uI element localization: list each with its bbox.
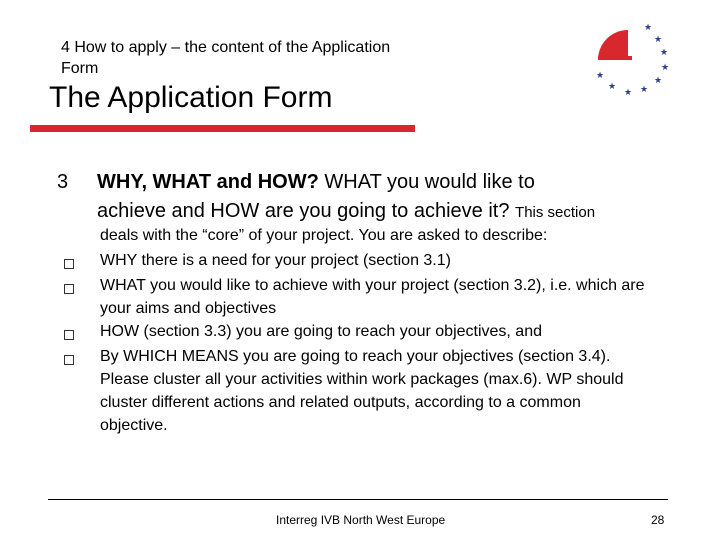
svg-text:★: ★ <box>659 48 669 58</box>
heading-bold-text: WHY, WHAT and HOW? <box>97 171 319 193</box>
list-item-2: WHAT you would like to achieve with your project (section 3.2), i.e. which are your aims and objectives <box>100 277 645 317</box>
interreg-star-logo-icon <box>590 20 670 100</box>
section-number: 3 <box>57 171 69 193</box>
slide-subtitle <box>61 37 531 79</box>
slide-title: The Application Form <box>49 81 333 114</box>
bullet-3-icon <box>64 330 74 340</box>
svg-text:★: ★ <box>660 63 670 73</box>
logo-stars <box>596 23 669 98</box>
list-item-1: WHY there is a need for your project (section 3.1) <box>100 252 451 269</box>
svg-text:★: ★ <box>607 82 617 92</box>
section-heading-line-2 <box>97 199 707 225</box>
intro-text: deals with the “core” of your project. You are asked to describe: <box>100 227 548 244</box>
subtitle-line-1: 4 How to apply – the content of the Application <box>61 39 391 56</box>
heading-small-text: This section <box>515 204 596 221</box>
heading-line-2-text: achieve and HOW are you going to achieve it? <box>97 200 510 222</box>
svg-text:★: ★ <box>653 76 663 86</box>
svg-text:★: ★ <box>643 23 653 33</box>
bullet-1-icon <box>64 259 74 269</box>
footer-divider <box>48 499 668 500</box>
page-number: 28 <box>651 513 665 527</box>
footer-text: Interreg IVB North West Europe <box>276 513 446 527</box>
logo-red-shape <box>598 30 628 60</box>
svg-text:★: ★ <box>639 85 649 95</box>
title-accent-bar <box>30 125 415 132</box>
subtitle-line-2: Form <box>61 60 99 77</box>
svg-text:★: ★ <box>595 71 605 81</box>
bullet-4-icon <box>64 355 74 365</box>
heading-rest-text: WHAT you would like to <box>324 171 535 193</box>
section-heading-line-1 <box>97 170 707 194</box>
svg-text:★: ★ <box>653 35 663 45</box>
svg-text:★: ★ <box>623 88 633 98</box>
list-item-4: By WHICH MEANS you are going to reach your objectives (section 3.4). Please cluster all your activities within work packages (max.6). WP should cluster different actions and related outputs, according to a common objective. <box>100 348 624 434</box>
list-item-3: HOW (section 3.3) you are going to reach your objectives, and <box>100 323 542 340</box>
bullet-2-icon <box>64 284 74 294</box>
